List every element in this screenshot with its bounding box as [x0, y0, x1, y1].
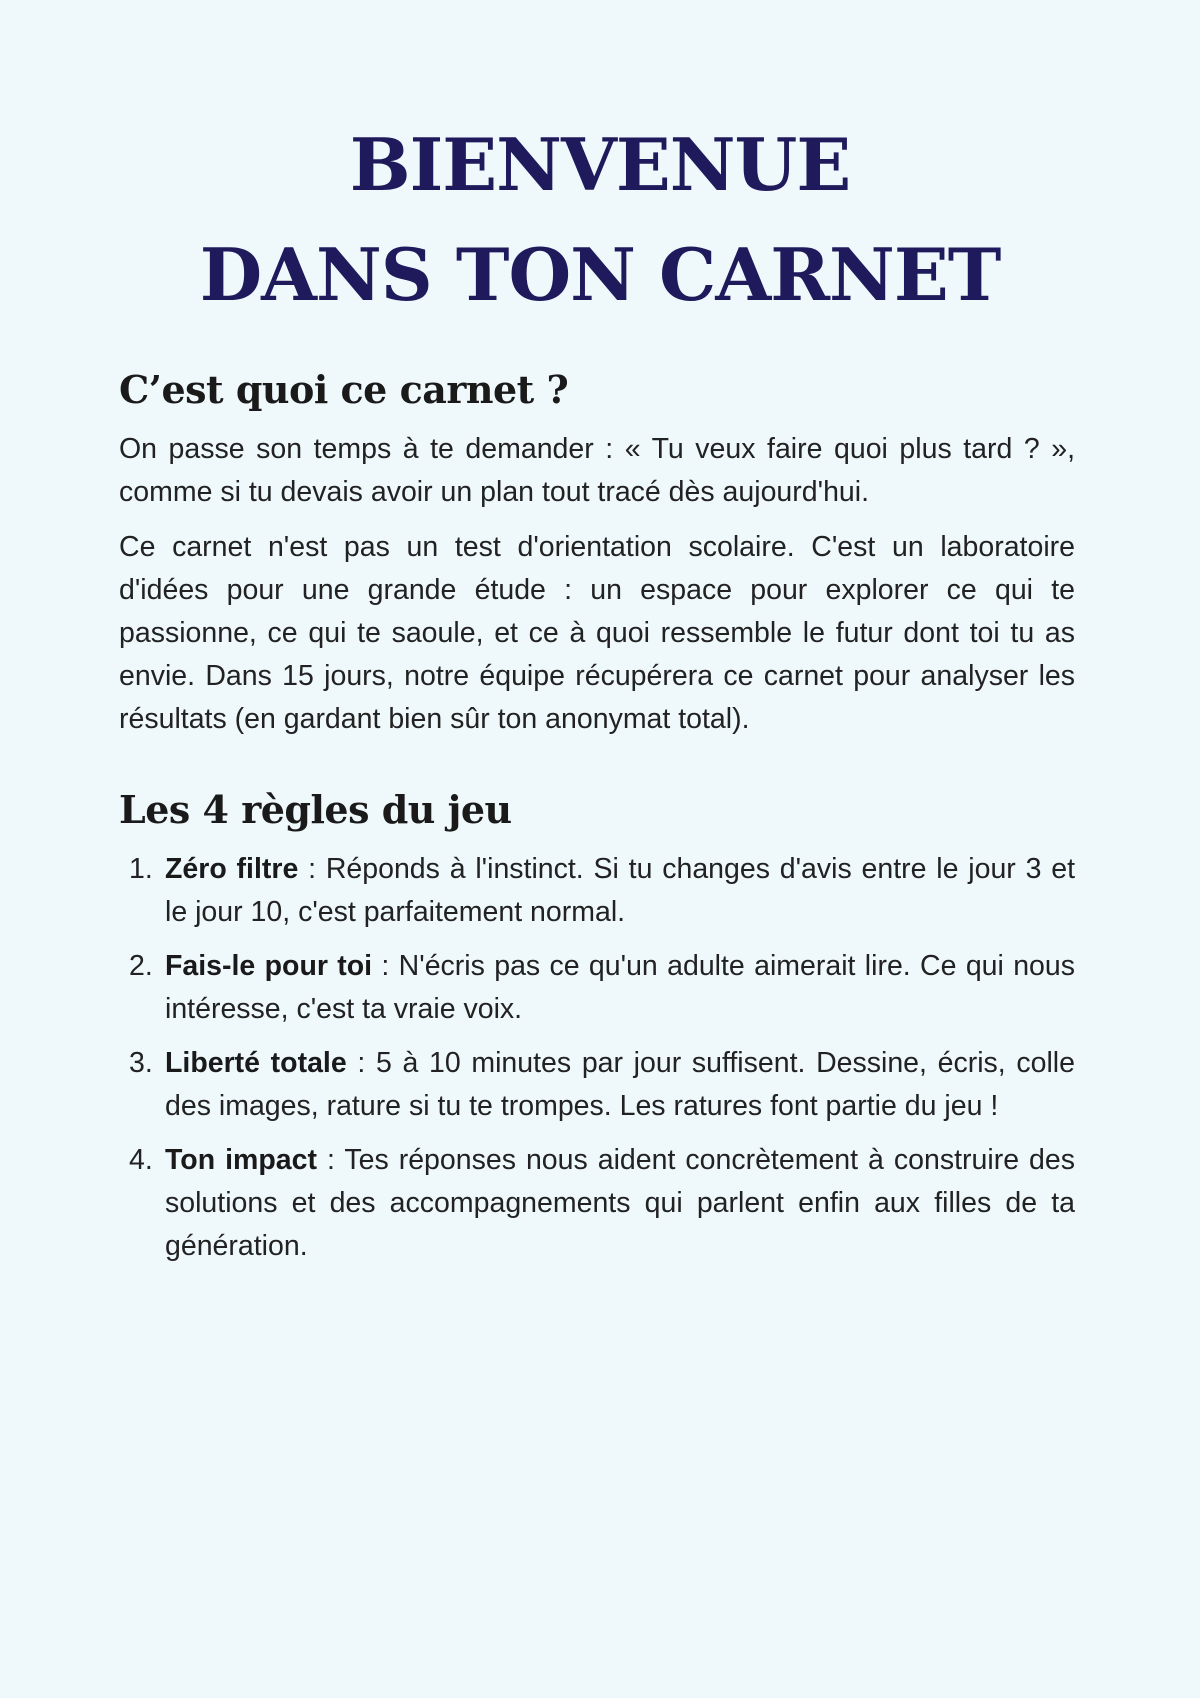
- rule-description: : 5 à 10 minutes par jour suffisent. Dessine, écris, colle des images, rature si tu te trompes. Les ratures font partie du jeu !: [165, 1047, 1075, 1122]
- rule-label: Liberté totale: [165, 1047, 347, 1079]
- rule-text-block: [165, 1139, 1075, 1268]
- page-title-line-1: BIENVENUE: [349, 122, 851, 207]
- rules-heading: Les 4 règles du jeu: [119, 787, 512, 832]
- rule-item: [119, 1042, 1075, 1128]
- rule-description: : Réponds à l'instinct. Si tu changes d'avis entre le jour 3 et le jour 10, c'est parfaitement normal.: [165, 853, 1075, 928]
- page-title: [0, 110, 1200, 330]
- rule-item: [119, 848, 1075, 934]
- rule-label: Ton impact: [165, 1144, 317, 1176]
- rule-label: Fais-le pour toi: [165, 950, 373, 982]
- about-heading: C’est quoi ce carnet ?: [119, 367, 569, 412]
- page-title-line-2: DANS TON CARNET: [199, 232, 1001, 317]
- rule-item: [119, 945, 1075, 1031]
- rule-number: 1.: [129, 853, 153, 885]
- rule-description: : Tes réponses nous aident concrètement à construire des solutions et des accompagnements qui parlent enfin aux filles de ta génération.: [165, 1144, 1075, 1262]
- rule-text-block: [165, 945, 1075, 1031]
- about-paragraph-2: Ce carnet n'est pas un test d'orientation scolaire. C'est un laboratoire d'idées pour une grande étude : un espace pour explorer ce qui te passionne, ce qui te saoule, et ce à quoi ressemble le futur dont toi tu as envie. Dans 15 jours, notre équipe récupérera ce carnet pour analyser les résultats (en gardant bien sûr ton anonymat total).: [119, 531, 1075, 735]
- about-paragraph-1: On passe son temps à te demander : « Tu veux faire quoi plus tard ? », comme si tu devais avoir un plan tout tracé dès aujourd'hui.: [119, 433, 1075, 508]
- rules-section: [119, 786, 1075, 1279]
- rule-item: [119, 1139, 1075, 1268]
- rule-label: Zéro filtre: [165, 853, 299, 885]
- rule-number: 4.: [129, 1144, 153, 1176]
- rule-number: 3.: [129, 1047, 153, 1079]
- rule-text-block: [165, 848, 1075, 934]
- rules-list: [119, 848, 1075, 1268]
- rule-description: : N'écris pas ce qu'un adulte aimerait lire. Ce qui nous intéresse, c'est ta vraie voix.: [165, 950, 1075, 1025]
- about-section: [119, 366, 1075, 741]
- rule-text-block: [165, 1042, 1075, 1128]
- rule-number: 2.: [129, 950, 153, 982]
